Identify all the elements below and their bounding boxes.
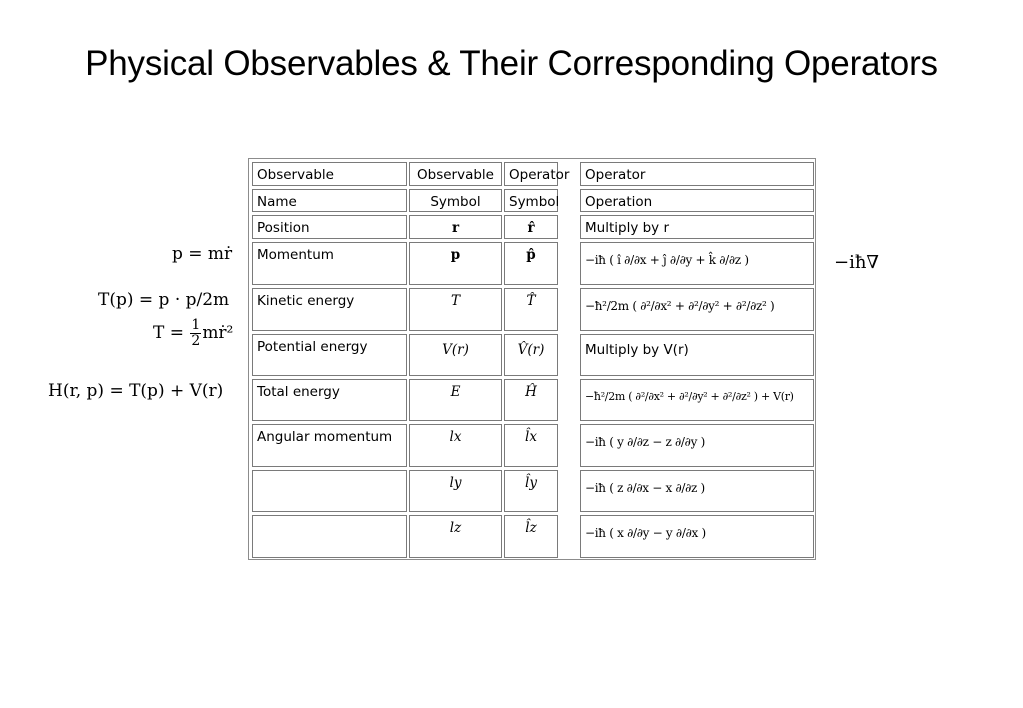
row-potential-symbol: V(r) [409, 334, 502, 376]
row-total-name: Total energy [252, 379, 407, 421]
header-observable-symbol-1: Observable [409, 162, 502, 186]
fraction-numerator: 1 [191, 317, 201, 333]
row-momentum-operation: −iħ ( î ∂/∂x + ĵ ∂/∂y + k̂ ∂/∂z ) [580, 242, 814, 285]
row-potential-name: Potential energy [252, 334, 407, 376]
row-potential-operation: Multiply by V(r) [580, 334, 814, 376]
kinetic-energy-classical-formula [153, 318, 233, 349]
row-total-operation: −ħ²/2m ( ∂²/∂x² + ∂²/∂y² + ∂²/∂z² ) + V(r) [580, 379, 814, 421]
header-operator-operation-1: Operator [580, 162, 814, 186]
slide-title: Physical Observables & Their Corresponding Operators [85, 44, 938, 83]
row-potential-operator: V̂(r) [504, 334, 558, 376]
header-operator-symbol-1: Operator [504, 162, 558, 186]
momentum-formula: p = mṙ [172, 244, 233, 264]
row-lx-name: Angular momentum [252, 424, 407, 467]
row-lx-symbol: lx [409, 424, 502, 467]
row-momentum-operator: p̂ [504, 242, 558, 285]
row-kinetic-symbol: T [409, 288, 502, 331]
header-operator-operation-2: Operation [580, 189, 814, 212]
row-position-symbol: r [409, 215, 502, 239]
row-lz-operation: −iħ ( x ∂/∂y − y ∂/∂x ) [580, 515, 814, 558]
hamiltonian-formula: H(r, p) = T(p) + V(r) [48, 381, 224, 401]
row-kinetic-name: Kinetic energy [252, 288, 407, 331]
row-lz-symbol: lz [409, 515, 502, 558]
kinetic-energy-formula: T(p) = p · p/2m [98, 290, 230, 310]
header-observable-name-1: Observable [252, 162, 407, 186]
row-position-operator: r̂ [504, 215, 558, 239]
row-ly-name [252, 470, 407, 512]
row-momentum-symbol: p [409, 242, 502, 285]
row-ly-symbol: ly [409, 470, 502, 512]
row-total-operator: Ĥ [504, 379, 558, 421]
row-lz-name [252, 515, 407, 558]
one-half-fraction [190, 318, 201, 349]
fraction-denominator: 2 [191, 333, 201, 349]
observables-table [248, 158, 816, 560]
row-total-symbol: E [409, 379, 502, 421]
row-lx-operation: −iħ ( y ∂/∂z − z ∂/∂y ) [580, 424, 814, 467]
row-momentum-name: Momentum [252, 242, 407, 285]
header-observable-name-2: Name [252, 189, 407, 212]
row-position-name: Position [252, 215, 407, 239]
kinetic2-lhs: T = [153, 323, 190, 343]
row-kinetic-operator: T̂ [504, 288, 558, 331]
row-ly-operator: l̂y [504, 470, 558, 512]
row-ly-operation: −iħ ( z ∂/∂x − x ∂/∂z ) [580, 470, 814, 512]
header-observable-symbol-2: Symbol [409, 189, 502, 212]
kinetic2-rhs: mṙ² [202, 323, 234, 343]
row-lx-operator: l̂x [504, 424, 558, 467]
header-operator-symbol-2: Symbol [504, 189, 558, 212]
row-lz-operator: l̂z [504, 515, 558, 558]
nabla-operator-formula: −iħ∇ [834, 252, 879, 273]
row-position-operation: Multiply by r [580, 215, 814, 239]
row-kinetic-operation: −ħ²/2m ( ∂²/∂x² + ∂²/∂y² + ∂²/∂z² ) [580, 288, 814, 331]
